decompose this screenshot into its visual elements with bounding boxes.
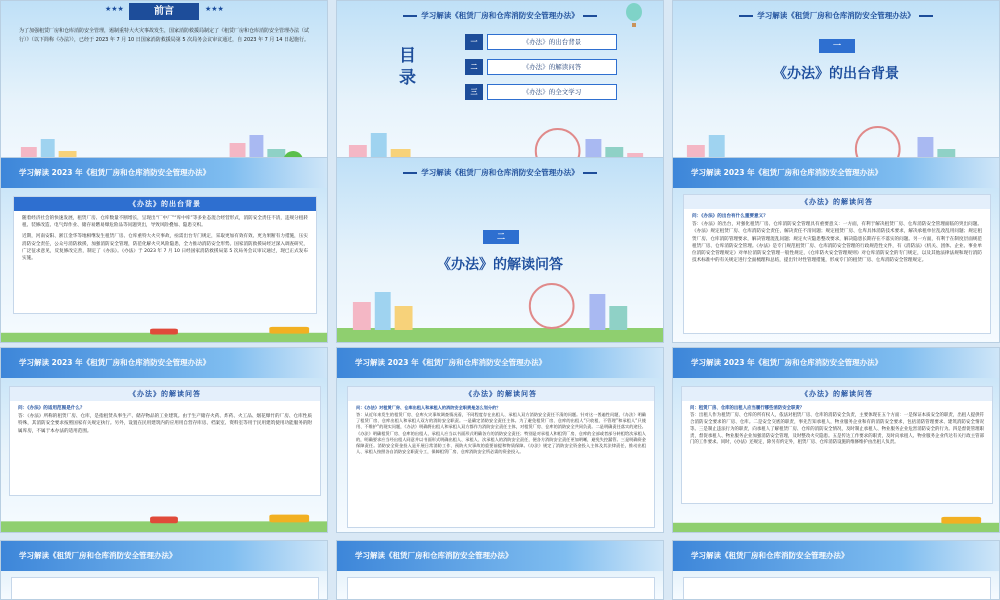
toc-item-label: 《办法》的解读问答	[487, 59, 617, 75]
section-number: 二	[483, 230, 519, 244]
paragraph-1: 随着经济社会的快速发展，租赁厂房、仓库数量不断增长，呈现出“厂中厂”“库中库”等多业态混合经营形式，消防安全责任不清，违规分租转租、装修改造、电气焊作业、储存易燃易爆危险品等问题突出，导致风险叠加、隐患交织。	[22, 216, 308, 229]
panel-title: 《办法》的出台背景	[14, 197, 316, 211]
question-text: 问：租赁厂房、仓库的出租人应当履行哪些消防安全职责？	[690, 406, 805, 411]
toc-item-number: 三	[465, 84, 483, 100]
panel-title: 《办法》的解读问答	[348, 387, 654, 401]
slide-qa-2[interactable]	[0, 347, 328, 533]
toc-item-2[interactable]	[465, 59, 615, 75]
question-text: 问：《办法》的适用范围是什么？	[18, 406, 85, 411]
section-number: 一	[819, 39, 855, 53]
content-panel	[683, 577, 991, 600]
toc-title: 目录	[399, 46, 416, 88]
content-panel	[347, 577, 655, 600]
slide-header	[1, 348, 327, 378]
slide-header	[673, 158, 999, 188]
panel-title: 《办法》的解读问答	[682, 387, 992, 401]
content-panel	[683, 194, 991, 334]
content-panel	[11, 577, 319, 600]
header-title: 学习解读《租赁厂房和仓库消防安全管理办法》	[757, 11, 915, 20]
content-panel	[13, 196, 317, 314]
slide-header	[1, 158, 327, 188]
city-illustration	[337, 280, 663, 342]
slide-qa-4[interactable]	[672, 347, 1000, 533]
slide-header	[673, 1, 999, 31]
content-panel	[681, 386, 993, 504]
toc-item-number: 一	[465, 34, 483, 50]
slide-row4-1[interactable]	[0, 540, 328, 600]
question-text: 问：《办法》的出台有什么重要意义？	[692, 214, 768, 219]
header-title: 学习解读《租赁厂房和仓库消防安全管理办法》	[421, 11, 579, 20]
header-title: 学习解读《租赁厂房和仓库消防安全管理办法》	[691, 551, 849, 560]
slide-header	[673, 541, 999, 571]
slide-section-2[interactable]	[336, 157, 664, 343]
content-panel	[9, 386, 321, 496]
header-title: 学习解读 2023 年《租赁厂房和仓库消防安全管理办法》	[691, 358, 883, 367]
toc-item-3[interactable]	[465, 84, 615, 100]
slide-header	[337, 1, 663, 31]
toc-item-number: 二	[465, 59, 483, 75]
slide-qa-3[interactable]	[336, 347, 664, 533]
slide-header	[1, 541, 327, 571]
header-title: 学习解读 2023 年《租赁厂房和仓库消防安全管理办法》	[355, 358, 547, 367]
slide-header	[337, 158, 663, 188]
stars-right: ★★★	[205, 5, 224, 13]
slide-header	[337, 348, 663, 378]
header-title: 学习解读 2023 年《租赁厂房和仓库消防安全管理办法》	[19, 168, 211, 177]
toc-item-label: 《办法》的全文学习	[487, 84, 617, 100]
balloon-icon	[625, 3, 643, 29]
city-illustration	[1, 502, 327, 532]
toc-item-1[interactable]	[465, 34, 615, 50]
question-text: 问：《办法》对租赁厂房、仓库出租人和承租人的消防安全职责是怎么划分的？	[356, 405, 501, 410]
answer-text: 答：从近年来发生的租赁厂房、仓库火灾事故调查情况看，不同程度存在出租人、承租人双方消防安全责任不清的问题。针对这一普遍性问题，《办法》明确了租赁厂房、仓库出租人和承租人双方的消防安全职责。一是确定消防安全责任主体。为了避免租赁厂房、仓库的出租人“只收租、不管理”和承租人“只使用、不维护”的现实问题，《办法》明确将出租人和承租人双方都作为消防安全责任主体，对租赁厂房、仓库的消防安全共同负责。二是明确责任落实的途径。《办法》明确租赁厂房、仓库的出租人、承租人应当以书面形式明确各方的消防安全责任；特别是对承租人和租赁厂房、仓库的全部或者部分转租给次承租人的，明确要求应当经出租人同意并以书面形式明确出租人、承租人、次承租人的消防安全责任，便各方消防安全责任更加明晰，避免失控漏管。三是明确资金保障责任。消防安全资金投入是开展日常消防工作、预防火灾事故的重要前提和物质保障。《办法》规定了消防安全资金投入主体及其法律责任，推动出租人、承租人按照各自消防安全职责分工，保障租赁厂房、仓库消防安全所必需的资金投入。	[356, 412, 646, 455]
paragraph-2: 近期，河南安阳、浙江金华等地相继发生租赁厂房、仓库重特大火灾事故，亟需出台专门规定，采取更加有效有效、更为果断有力措施，压实消防安全责任，公众号消防救援，加强消防安全管理，防范化解火灾风险隐患，全力推动消防安全形势。国家消防救援局经过深入调查研究，广泛征求意见，反复修改完善，制定了《办法》。《办法》于 2023 年 7 月 10 日经国家消防救援局第 5 次局务会议审议通过，现已正式发布实施。	[22, 234, 308, 262]
city-illustration	[673, 506, 999, 532]
toc-item-label: 《办法》的出台背景	[487, 34, 617, 50]
preface-title: 前言	[129, 3, 199, 20]
answer-text: 答：《办法》的出台，对强化租赁厂房、仓库消防安全管理具有重要意义：一方面，有利于解决租赁厂房、仓库消防安全管理面临的突出问题。《办法》规定租赁厂房、仓库消防安全责任，解决责任不清问题；规定租赁厂房、仓库具体消防技术要求，解决承租单位乱改乱用问题；规定租赁厂房、仓库消防管理要求，解决管理混乱问题；规定火灾隐患整改要求，解决隐患长期存在不落实的问题。另一方面，有利于在制度层面规范租赁厂房、仓库消防安全管理。《办法》是专门规范租赁厂房、仓库消防安全管理的行政规范性文件，有《消防法》《机关、团体、企业、事业单位消防安全管理规定》对单位消防安全管理一般性规定，《仓库防火安全管理规则》对仓库消防安全的专门规定，以及其他法律法规和现行消防技术标准中的有关规定进行全面梳理和总结，提出针对性管理措施，形成专门的租赁厂房、仓库消防安全管理规定。	[692, 222, 982, 264]
header-title: 学习解读《租赁厂房和仓库消防安全管理办法》	[355, 551, 513, 560]
panel-title: 《办法》的解读问答	[684, 195, 990, 209]
section-title: 《办法》的出台背景	[773, 66, 899, 82]
slide-background[interactable]	[0, 157, 328, 343]
city-illustration	[1, 316, 327, 342]
slide-header	[673, 348, 999, 378]
section-title: 《办法》的解读问答	[437, 257, 563, 273]
preface-header	[1, 1, 327, 21]
header-title: 学习解读 2023 年《租赁厂房和仓库消防安全管理办法》	[19, 358, 211, 367]
panel-title: 《办法》的解读问答	[10, 387, 320, 401]
slide-header	[337, 541, 663, 571]
header-title: 学习解读 2023 年《租赁厂房和仓库消防安全管理办法》	[691, 168, 883, 177]
slide-qa-1[interactable]	[672, 157, 1000, 343]
answer-text: 答：《办法》所称的租赁厂房、仓库，是指租赁从事生产、储存物品的工业建筑。由于生产储存火药、炸药、火工品、烟花爆竹的厂房、仓库性质特殊，其消防安全要求按照国家有关规定执行。另外，设置在民用建筑内的应用用自营存库房、档案室、资料室等用于民用建筑使用功能服务的附属库房，不属于本办法的适用范围。	[18, 414, 313, 434]
content-panel	[347, 386, 655, 528]
header-title: 学习解读《租赁厂房和仓库消防安全管理办法》	[421, 168, 579, 177]
header-title: 学习解读《租赁厂房和仓库消防安全管理办法》	[19, 551, 177, 560]
slide-row4-2[interactable]	[336, 540, 664, 600]
answer-text: 答：出租人作为租赁厂房、仓库的所有权人，依法对租赁厂房、仓库的消防安全负责，主要体现在五个方面：一是保证本质安全的职责，出租人提供符合消防安全要求的厂房、仓库。二是安全交底的职责，事先告知承租人，物业服务企业和有的消防安全要求，包括消防管理要求、建筑消防安全情况等。三是制止违法行为的职责，向承租人了解租赁厂房、仓库的消防安全情况，及时制止承租人、物业服务企业危害消防安全的行为。四是督促管理职责，督促承租人、物业服务企业加强消防安全管理，及时整改火灾隐患。五是传达工作要求的职责，及时向承租人、物业服务企业传达有关行政主管部门的工作要求。同时，《办法》还规定，除另有约定外，租赁厂房、仓库消防设施的维修维护由出租人负责。	[690, 413, 984, 446]
stars-left: ★★★	[105, 5, 124, 13]
preface-body: 为了加强租赁厂房和仓库消防安全管理，遏制重特大火灾事故发生，国家消防救援局制定了《租赁厂房和仓库消防安全管理办法（试行）》（以下简称《办法》），已经于 2023 年 7 月 10 日国家消防救援局第 5 次局务会议审议通过，自 2023 年 7 月 14 日起施行。	[19, 28, 310, 43]
slide-row4-3[interactable]	[672, 540, 1000, 600]
